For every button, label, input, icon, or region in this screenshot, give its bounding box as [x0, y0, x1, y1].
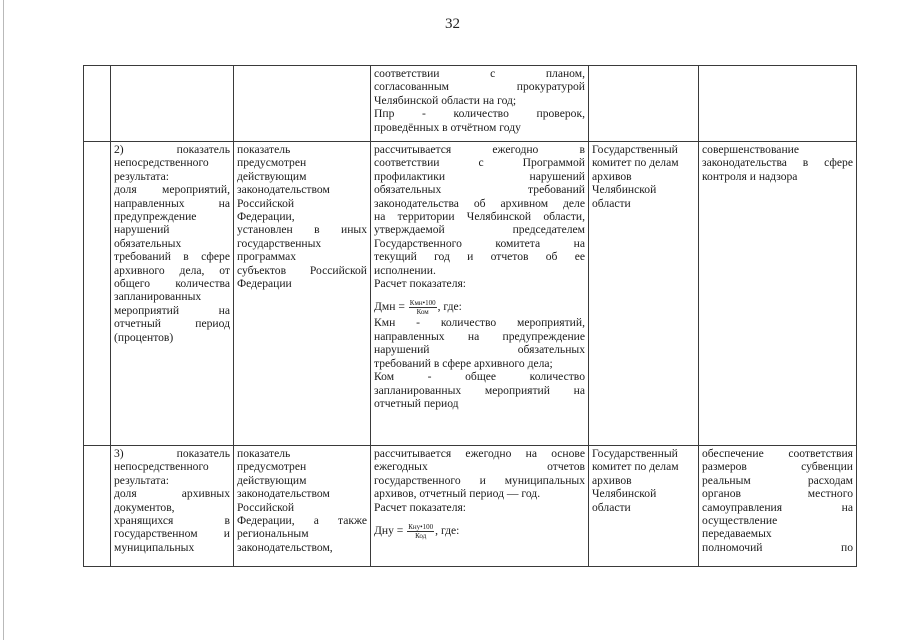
text-line: соответствии с Программой — [374, 156, 585, 170]
text-line: мероприятий на — [114, 303, 230, 317]
formula-denominator: Код — [415, 532, 427, 541]
formula-denominator: Ком — [416, 308, 429, 317]
row-number-cell — [84, 446, 111, 567]
text-line: предусмотрен — [237, 156, 307, 170]
formula-tail: , где: — [435, 524, 460, 538]
text-line: Федерации, — [237, 210, 295, 224]
text-line: осуществление — [702, 514, 778, 528]
text-line: Челябинской — [592, 487, 657, 501]
text-line: нарушений обязательных — [374, 343, 585, 357]
text-line: Российской — [237, 500, 295, 514]
text-line: муниципальных — [114, 540, 195, 554]
text-line: утверждаемой председателем — [374, 223, 585, 237]
page-edge-rule — [3, 0, 4, 640]
text-line: 3) показатель — [114, 447, 230, 460]
formula-fraction — [409, 299, 437, 316]
formula-fraction — [407, 523, 434, 540]
indicator-cell — [111, 446, 234, 567]
text-line: полномочий по — [702, 540, 853, 554]
text-line: законодательством — [237, 183, 330, 197]
table-row — [84, 66, 857, 142]
text-line: 2) показатель — [114, 143, 230, 156]
text-line: ежегодных отчетов — [374, 460, 585, 474]
text-line: архивов, отчетный период — год. — [374, 487, 541, 501]
text-line: законодательством — [237, 487, 330, 501]
text-line: обязательных — [114, 236, 182, 250]
text-line: самоуправления на — [702, 500, 853, 514]
text-line: требований в сфере архивного дела; — [374, 356, 553, 370]
programme-indicators-table — [83, 65, 857, 567]
text-line: непосредственного — [114, 460, 209, 474]
text-line: Челябинской — [592, 183, 657, 197]
text-line: соответствии с планом, — [374, 67, 585, 80]
text-line: направленных на предупреждение — [374, 329, 585, 343]
text-line: отчетный период — [374, 396, 459, 410]
text-line: комитет по делам — [592, 156, 679, 170]
method-cell — [371, 142, 589, 446]
text-line: программах — [237, 250, 297, 264]
text-line: совершенствование — [702, 143, 799, 156]
text-line: направленных на — [114, 196, 230, 210]
text-line: доля мероприятий, — [114, 183, 230, 197]
indicator-cell — [111, 142, 234, 446]
method-cell — [371, 446, 589, 567]
text-line: области — [592, 500, 631, 514]
text-line: на территории Челябинской области, — [374, 210, 585, 224]
text-line: доля архивных — [114, 487, 230, 501]
text-line: Кмн - количество мероприятий, — [374, 316, 585, 330]
text-line: профилактики нарушений — [374, 169, 585, 183]
text-line: Российской — [237, 196, 295, 210]
method-text — [374, 143, 585, 290]
text-line: Челябинской области на год; — [374, 93, 517, 107]
text-line: действующим — [237, 473, 307, 487]
text-line: результата: — [114, 169, 169, 183]
text-line: показатель — [237, 447, 291, 460]
text-line: общего количества — [114, 277, 230, 291]
table-row — [84, 446, 857, 567]
text-line: текущий год и отчетов об ее — [374, 250, 585, 264]
text-line: запланированных — [114, 290, 202, 304]
text-line: непосредственного — [114, 156, 209, 170]
purpose-cell — [699, 66, 857, 142]
text-line: органов местного — [702, 487, 853, 501]
text-line: обеспечение соответствия — [702, 447, 853, 460]
text-line: запланированных мероприятий на — [374, 383, 585, 397]
text-line: передаваемых — [702, 527, 772, 541]
text-line: Федерации — [237, 277, 292, 291]
indicator-cell — [111, 66, 234, 142]
text-line: исполнении. — [374, 263, 436, 277]
text-line: Федерации, а также — [237, 514, 367, 528]
text-line: Расчет показателя: — [374, 277, 467, 291]
text-line: согласованным прокуратурой — [374, 80, 585, 94]
text-line: контроля и надзора — [702, 169, 798, 183]
text-line: отчетный период — [114, 317, 230, 331]
text-line: области — [592, 196, 631, 210]
formula-lhs: Дмн = — [374, 300, 405, 314]
method-definitions — [374, 316, 585, 410]
text-line: Государственный — [592, 143, 678, 156]
text-line: законодательства в сфере — [702, 156, 853, 170]
text-line: субъектов Российской — [237, 263, 367, 277]
text-line: предусмотрен — [237, 460, 307, 474]
method-cell — [371, 66, 589, 142]
text-line: документов, — [114, 500, 175, 514]
text-line: действующим — [237, 169, 307, 183]
text-line: государственного и муниципальных — [374, 473, 585, 487]
formula-numerator: Кну•100 — [408, 523, 434, 532]
text-line: Расчет показателя: — [374, 500, 467, 514]
text-line: реальным расходам — [702, 473, 853, 487]
agency-cell — [589, 66, 699, 142]
text-line: государственном и — [114, 527, 230, 541]
formula-tail: , где: — [437, 300, 462, 314]
text-line: Государственного комитета на — [374, 236, 585, 250]
agency-cell — [589, 446, 699, 567]
text-line: государственных — [237, 236, 322, 250]
text-line: нарушений — [114, 223, 170, 237]
text-line: хранящихся в — [114, 514, 230, 528]
formula — [374, 299, 585, 316]
text-line: показатель — [237, 143, 291, 156]
table-row — [84, 142, 857, 446]
text-line: законодательством, — [237, 540, 333, 554]
text-line: архивов — [592, 169, 632, 183]
row-number-cell — [84, 66, 111, 142]
text-line: комитет по делам — [592, 460, 679, 474]
text-line: архивного дела, от — [114, 263, 230, 277]
text-line: региональным — [237, 527, 309, 541]
text-line: результата: — [114, 473, 169, 487]
formula-lhs: Дну = — [374, 524, 404, 538]
text-line: рассчитывается ежегодно на основе — [374, 447, 585, 460]
text-line: рассчитывается ежегодно в — [374, 143, 585, 156]
basis-cell — [234, 446, 371, 567]
text-line: требований в сфере — [114, 250, 230, 264]
row-number-cell — [84, 142, 111, 446]
text-line: предупреждение — [114, 210, 197, 224]
formula-numerator: Кмн•100 — [409, 299, 436, 308]
text-line: обязательных требований — [374, 183, 585, 197]
purpose-cell — [699, 446, 857, 567]
text-line: (процентов) — [114, 330, 174, 344]
method-text — [374, 447, 585, 514]
basis-cell — [234, 66, 371, 142]
page-number: 32 — [445, 16, 460, 32]
purpose-cell — [699, 142, 857, 446]
text-line: Государственный — [592, 447, 678, 460]
text-line: Ком - общее количество — [374, 370, 585, 384]
text-line: архивов — [592, 473, 632, 487]
text-line: Ппр - количество проверок, — [374, 107, 585, 121]
text-line: проведённых в отчётном году — [374, 120, 521, 134]
text-line: законодательства об архивном деле — [374, 196, 585, 210]
agency-cell — [589, 142, 699, 446]
text-line: установлен в иных — [237, 223, 367, 237]
text-line: размеров субвенции — [702, 460, 853, 474]
basis-cell — [234, 142, 371, 446]
formula — [374, 523, 585, 540]
